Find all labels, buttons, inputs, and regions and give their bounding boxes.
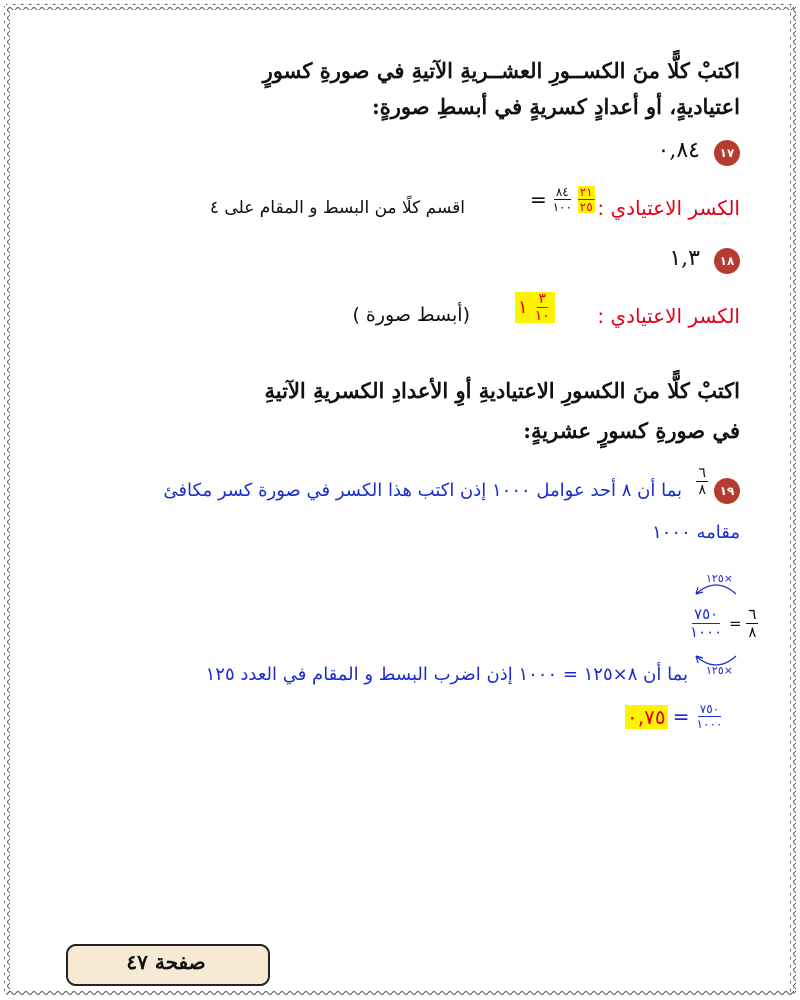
original-fraction	[746, 607, 758, 640]
exercise-18-badge: ١٨	[714, 248, 740, 274]
exercise-17-simplified-denominator: ٢٥	[579, 200, 593, 214]
exercise-18-fraction-denominator: ١٠	[534, 308, 550, 324]
instruction-2-line-2: في صورةِ كسورٍ عشريةٍ:	[523, 418, 740, 443]
original-fraction-numerator: ٦	[748, 605, 757, 623]
exercise-19-final	[625, 703, 724, 730]
exercise-19-line-3: بما أن ٨×١٢٥ = ١٠٠٠ إذن اضرب البسط و المقام في العدد ١٢٥	[205, 664, 688, 685]
exercise-19-final-denominator: ١٠٠٠	[696, 717, 723, 731]
multiplier-bottom: ١٢٥×	[706, 664, 733, 677]
exercise-19-final-numerator: ٧٥٠	[699, 702, 720, 716]
exercise-19-fraction-numerator: ٦	[698, 465, 706, 481]
equivalent-equals: =	[729, 614, 742, 633]
equivalent-fraction	[688, 607, 724, 640]
exercise-18-fraction	[533, 292, 552, 323]
instruction-1-line-2: اعتياديةٍ، أو أعدادٍ كسريةٍ في أبسطِ صورةٍ:	[372, 94, 740, 119]
equivalent-fraction-numerator: ٧٥٠	[694, 605, 719, 623]
instruction-2-line-1: اكتبْ كلًّا منَ الكسورِ الاعتياديةِ أوِ الأعدادِ الكسريةِ الآتيةِ	[264, 378, 740, 403]
exercise-17-simplified-fraction	[578, 186, 595, 213]
exercise-19-fraction	[696, 466, 708, 497]
exercise-17-equals: =	[530, 187, 547, 212]
exercise-17-note: اقسم كلًا من البسط و المقام على ٤	[209, 198, 465, 218]
exercise-18-note: (أبسط صورة )	[352, 304, 470, 326]
exercise-17-value: ٠,٨٤	[657, 138, 700, 163]
exercise-19-line-2: مقامه ١٠٠٠	[652, 522, 740, 543]
exercise-17-fraction-denominator: ١٠٠	[552, 200, 572, 214]
exercise-17-simplified-numerator: ٢١	[579, 185, 593, 199]
exercise-17-badge: ١٧	[714, 140, 740, 166]
exercise-17-fraction-numerator: ٨٤	[555, 185, 569, 199]
exercise-19-line-1: بما أن ٨ أحد عوامل ١٠٠٠ إذن اكتب هذا الكسر في صورة كسر مكافئ	[163, 480, 682, 501]
exercise-18-fraction-numerator: ٣	[538, 291, 547, 307]
exercise-18-whole: ١	[518, 297, 528, 318]
instruction-1-line-1: اكتبْ كلًّا منَ الكســورِ العشــريةِ الآتيةِ في صورةِ كسورٍ	[262, 58, 740, 83]
exercise-18-value: ١,٣	[669, 246, 700, 271]
exercise-18-mixed-number	[515, 292, 555, 323]
exercise-19-final-fraction	[695, 703, 725, 730]
exercise-17-label: الكسر الاعتيادي :	[597, 196, 740, 220]
exercise-17-fraction	[551, 186, 574, 213]
equivalent-fraction-equation	[688, 607, 758, 640]
exercise-19-final-value: ٠,٧٥	[627, 704, 666, 729]
multiplier-top: ١٢٥×	[706, 572, 733, 585]
page-number: صفحة ٤٧	[126, 950, 206, 974]
exercise-19-badge: ١٩	[714, 478, 740, 504]
exercise-19-fraction-denominator: ٨	[698, 482, 706, 498]
exercise-17-fraction-group	[530, 186, 595, 213]
exercise-19-final-equals: =	[672, 704, 690, 729]
exercise-19-fraction-wrap	[696, 466, 708, 497]
original-fraction-denominator: ٨	[748, 623, 757, 641]
exercise-18-label: الكسر الاعتيادي :	[597, 304, 740, 328]
equivalent-fraction-denominator: ١٠٠٠	[690, 623, 723, 641]
